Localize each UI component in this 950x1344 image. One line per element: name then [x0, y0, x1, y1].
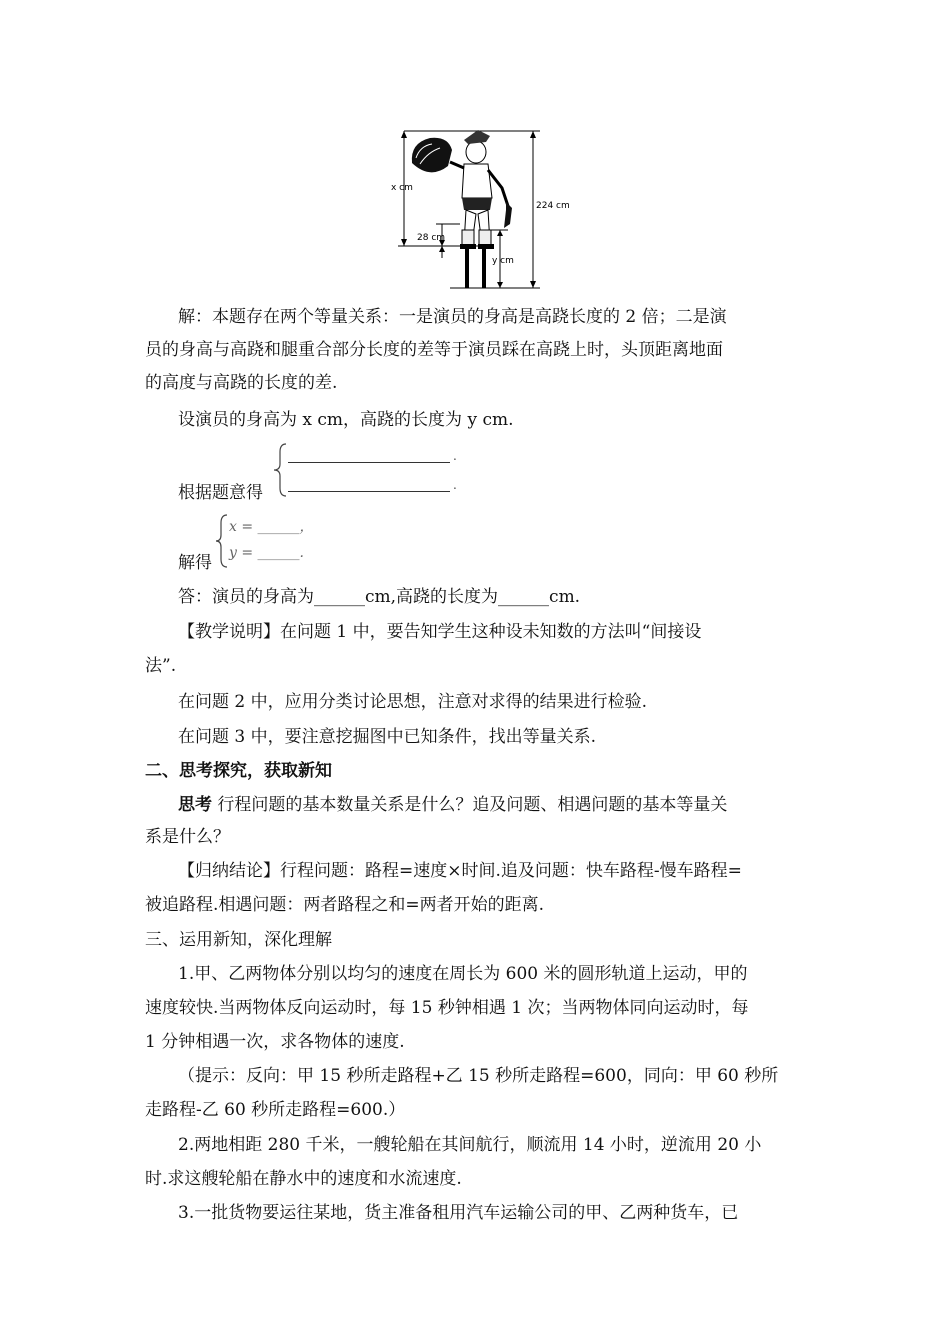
- label-y-cm: y cm: [492, 256, 514, 266]
- question-1-line-1: 1.甲、乙两物体分别以均匀的速度在周长为 600 米的圆形轨道上运动，甲的: [178, 964, 748, 984]
- note-problem-2: 在问题 2 中，应用分类讨论思想，注意对求得的结果进行检验.: [178, 692, 648, 712]
- equation-dot-1: .: [453, 449, 457, 463]
- solution-line-3: 的高度与高跷的长度的差.: [145, 373, 338, 393]
- variable-definition: 设演员的身高为 x cm，高跷的长度为 y cm.: [178, 410, 514, 430]
- think-label: 思考: [178, 795, 212, 815]
- label-x-cm: x cm: [391, 183, 413, 193]
- solution-line-2: 员的身高与高跷和腿重合部分长度的差等于演员踩在高跷上时，头顶距离地面: [145, 340, 723, 360]
- teaching-note-line-1: 【教学说明】在问题 1 中，要告知学生这种设未知数的方法叫“间接设: [178, 622, 702, 642]
- answer-line: 答：演员的身高为______cm,高跷的长度为______cm.: [178, 587, 581, 607]
- equation-brace: [272, 442, 292, 498]
- solution-y: y = ______.: [229, 545, 304, 561]
- question-3-line-1: 3.一批货物要运往某地，货主准备租用汽车运输公司的甲、乙两种货车，已: [178, 1203, 739, 1223]
- conclusion-line-2: 被追路程.相遇问题：两者路程之和=两者开始的距离.: [145, 895, 545, 915]
- equation-dot-2: .: [453, 478, 457, 492]
- section-heading-2: 二、思考探究，获取新知: [145, 761, 332, 781]
- equation-blank-1: [288, 462, 450, 463]
- think-line-1: [178, 793, 727, 817]
- note-problem-3: 在问题 3 中，要注意挖掘图中已知条件，找出等量关系.: [178, 727, 597, 747]
- label-28-cm: 28 cm: [417, 233, 446, 243]
- hint-line-2: 走路程-乙 60 秒所走路程=600.）: [145, 1100, 406, 1120]
- solution-line-1: 解：本题存在两个等量关系：一是演员的身高是高跷长度的 2 倍；二是演: [178, 307, 727, 327]
- question-1-line-2: 速度较快.当两物体反向运动时，每 15 秒钟相遇 1 次；当两物体同向运动时，每: [145, 998, 749, 1018]
- teaching-note-line-2: 法”.: [145, 656, 177, 676]
- question-2-line-1: 2.两地相距 280 千米，一艘轮船在其间航行，顺流用 14 小时，逆流用 20 小: [178, 1135, 762, 1155]
- hint-line-1: （提示：反向：甲 15 秒所走路程+乙 15 秒所走路程=600，同向：甲 60 秒所: [178, 1066, 779, 1086]
- label-224-cm: 224 cm: [536, 201, 570, 211]
- think-question: 行程问题的基本数量关系是什么？追及问题、相遇问题的基本等量关: [212, 795, 728, 815]
- conclusion-line-1: 【归纳结论】行程问题：路程=速度×时间.追及问题：快车路程-慢车路程=: [178, 861, 742, 881]
- think-line-2: 系是什么？: [145, 827, 230, 847]
- solution-x: x = ______，: [229, 519, 314, 535]
- question-2-line-2: 时.求这艘轮船在静水中的速度和水流速度.: [145, 1169, 462, 1189]
- equation-blank-2: [288, 491, 450, 492]
- equation-intro: 根据题意得: [178, 483, 263, 503]
- solution-intro: 解得: [178, 553, 212, 573]
- stilt-performer-figure: [390, 118, 570, 293]
- question-1-line-3: 1 分钟相遇一次，求各物体的速度.: [145, 1032, 405, 1052]
- section-heading-3: 三、运用新知，深化理解: [145, 930, 332, 950]
